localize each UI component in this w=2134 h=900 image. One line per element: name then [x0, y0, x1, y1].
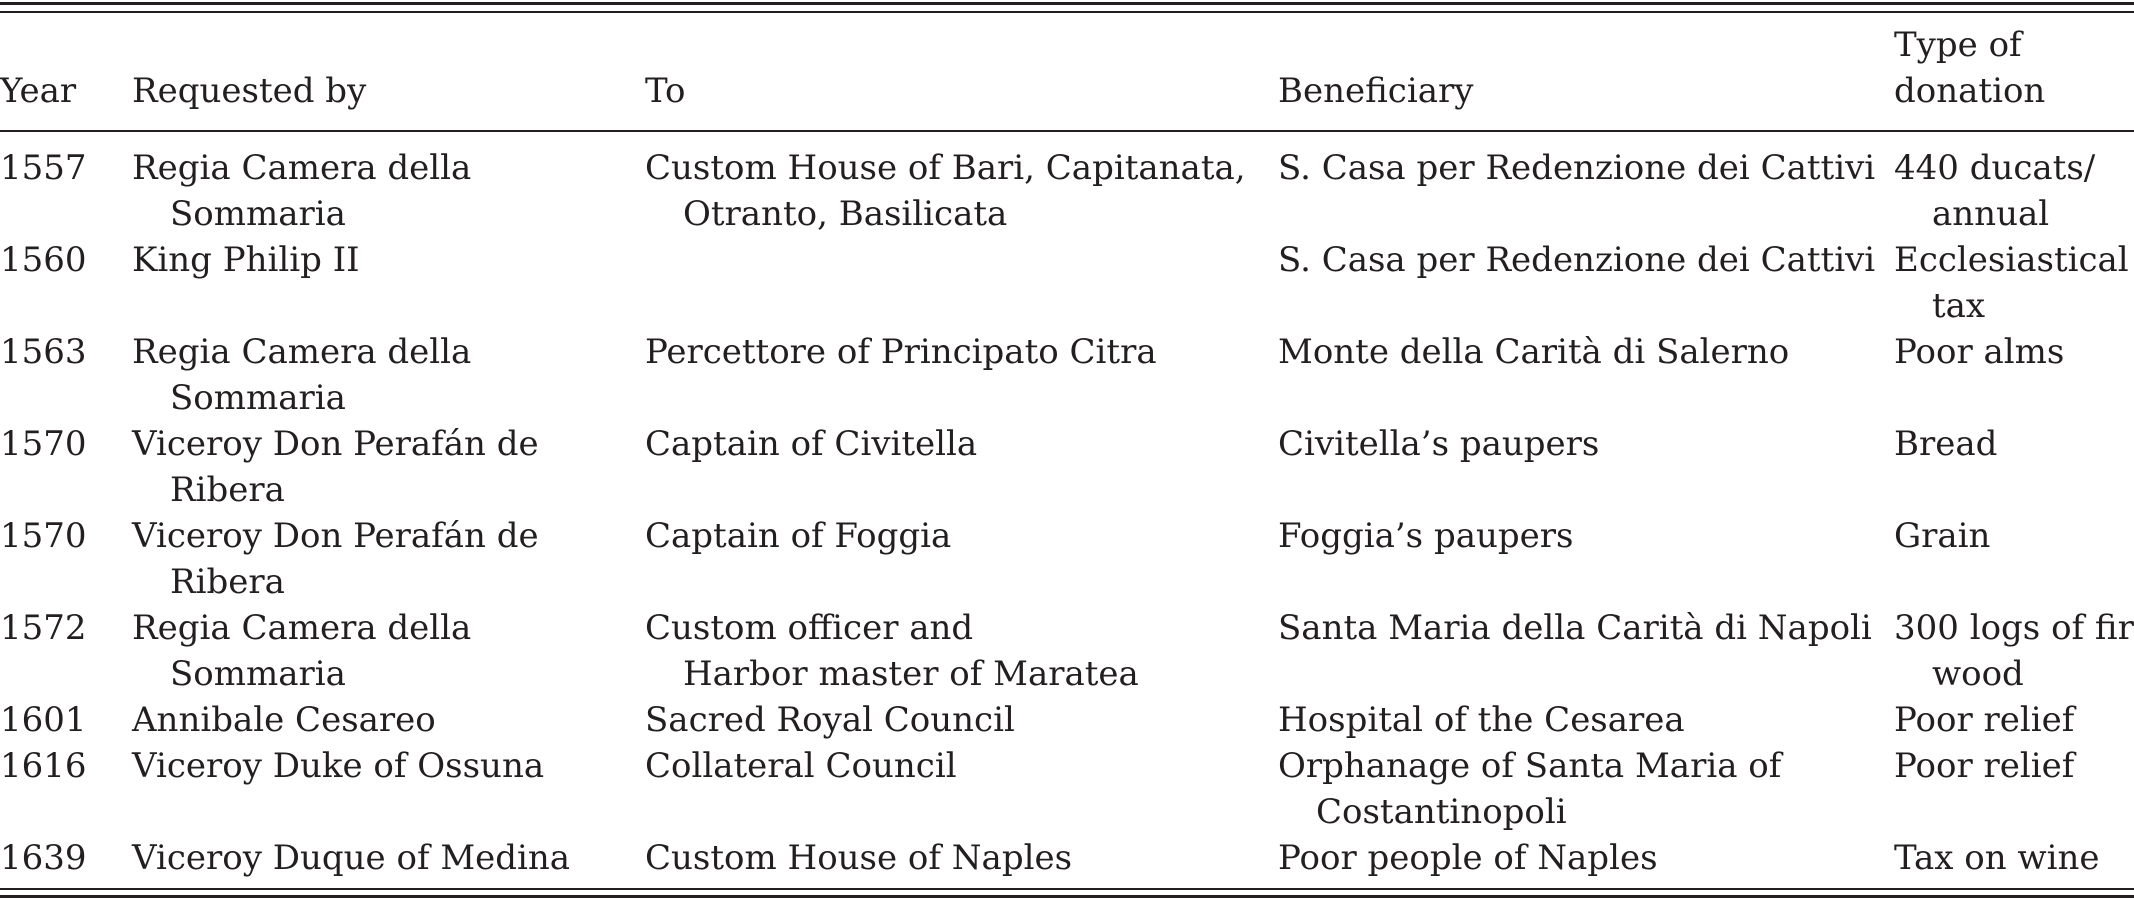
cell-year: 1572: [0, 608, 87, 648]
cell-requested-by: [132, 237, 360, 283]
cell-year: 1570: [0, 516, 87, 556]
cell-requested-by: [132, 697, 436, 743]
cell-requested-by-line2: Sommaria: [170, 194, 346, 234]
cell-requested-by: [132, 513, 539, 605]
cell-requested-by: [132, 329, 471, 421]
table-top-rule-inner: [0, 11, 2134, 13]
cell-to: [645, 605, 1139, 697]
cell-type-of-donation: [1894, 145, 2095, 237]
cell-beneficiary-line2: Costantinopoli: [1316, 792, 1567, 832]
cell-requested-by-line1: Viceroy Don Perafán de: [132, 516, 539, 556]
cell-requested-by: [132, 835, 570, 881]
cell-beneficiary-line1: Foggia’s paupers: [1278, 516, 1574, 556]
cell-to: [645, 329, 1157, 375]
cell-year: 1563: [0, 332, 87, 372]
cell-year: 1570: [0, 424, 87, 464]
header-type-of-donation: [1894, 22, 2045, 114]
cell-to-line1: Custom House of Bari, Capitanata,: [645, 148, 1246, 188]
cell-beneficiary-line1: S. Casa per Redenzione dei Cattivi: [1278, 240, 1876, 280]
cell-to: [645, 513, 951, 559]
header-rule: [0, 130, 2134, 132]
cell-beneficiary: [1278, 743, 1781, 835]
cell-beneficiary: [1278, 697, 1685, 743]
cell-to-line1: Custom House of Naples: [645, 838, 1073, 878]
table-top-rule-outer: [0, 2, 2134, 5]
cell-type-of-donation: [1894, 329, 2064, 375]
header-year: Year: [0, 71, 77, 111]
cell-requested-by-line1: Annibale Cesareo: [132, 700, 436, 740]
cell-type-of-donation: [1894, 513, 1990, 559]
cell-beneficiary-line1: Hospital of the Cesarea: [1278, 700, 1685, 740]
cell-requested-by-line1: Viceroy Don Perafán de: [132, 424, 539, 464]
cell-requested-by-line1: Viceroy Duque of Medina: [132, 838, 571, 878]
cell-beneficiary: [1278, 605, 1872, 651]
cell-beneficiary-line1: Orphanage of Santa Maria of: [1278, 746, 1782, 786]
cell-to-line2: Otranto, Basilicata: [683, 194, 1008, 234]
cell-requested-by-line1: Regia Camera della: [132, 608, 472, 648]
cell-requested-by-line2: Sommaria: [170, 378, 346, 418]
cell-type-of-donation: [1894, 605, 2134, 697]
cell-beneficiary: [1278, 329, 1789, 375]
cell-to: [645, 697, 1015, 743]
cell-beneficiary: [1278, 421, 1599, 467]
cell-beneficiary: [1278, 145, 1875, 191]
cell-requested-by-line1: Regia Camera della: [132, 332, 472, 372]
cell-type-of-donation: [1894, 421, 1997, 467]
cell-requested-by-line1: Regia Camera della: [132, 148, 472, 188]
cell-type-of-donation-line1: Poor relief: [1894, 746, 2075, 786]
cell-beneficiary-line1: Civitella’s paupers: [1278, 424, 1600, 464]
cell-type-of-donation-line1: Ecclesiastical: [1894, 240, 2129, 280]
header-beneficiary: Beneficiary: [1278, 71, 1474, 111]
cell-year: 1601: [0, 700, 87, 740]
header-to: To: [645, 71, 686, 111]
cell-type-of-donation-line1: Bread: [1894, 424, 1998, 464]
cell-beneficiary-line1: Poor people of Naples: [1278, 838, 1658, 878]
cell-beneficiary: [1278, 513, 1573, 559]
cell-to: [645, 835, 1072, 881]
cell-to-line2: Harbor master of Maratea: [683, 654, 1139, 694]
cell-to-line1: Captain of Foggia: [645, 516, 952, 556]
cell-beneficiary-line1: Monte della Carità di Salerno: [1278, 332, 1790, 372]
cell-type-of-donation-line2: annual: [1932, 194, 2050, 234]
cell-type-of-donation-line2: wood: [1932, 654, 2024, 694]
cell-requested-by-line1: Viceroy Duke of Ossuna: [132, 746, 545, 786]
cell-type-of-donation: [1894, 697, 2074, 743]
header-type-line1: Type of: [1894, 25, 2022, 65]
cell-to-line1: Percettore of Principato Citra: [645, 332, 1157, 372]
cell-type-of-donation: [1894, 743, 2074, 789]
cell-type-of-donation-line2: tax: [1932, 286, 1986, 326]
cell-type-of-donation-line1: Grain: [1894, 516, 1991, 556]
cell-type-of-donation-line1: Poor alms: [1894, 332, 2065, 372]
cell-requested-by: [132, 145, 471, 237]
cell-requested-by: [132, 743, 544, 789]
cell-year: 1639: [0, 838, 87, 878]
cell-beneficiary: [1278, 835, 1658, 881]
cell-requested-by-line1: King Philip II: [132, 240, 360, 280]
cell-beneficiary: [1278, 237, 1875, 283]
cell-beneficiary-line1: Santa Maria della Carità di Napoli: [1278, 608, 1872, 648]
cell-requested-by-line2: Ribera: [170, 470, 285, 510]
cell-year: 1560: [0, 240, 87, 280]
cell-to: [645, 145, 1246, 237]
cell-requested-by-line2: Sommaria: [170, 654, 346, 694]
cell-type-of-donation-line1: Tax on wine: [1894, 838, 2100, 878]
cell-to-line1: Custom officer and: [645, 608, 974, 648]
cell-type-of-donation: [1894, 835, 2099, 881]
cell-to-line1: Captain of Civitella: [645, 424, 978, 464]
cell-requested-by: [132, 421, 539, 513]
cell-beneficiary-line1: S. Casa per Redenzione dei Cattivi: [1278, 148, 1876, 188]
cell-requested-by-line2: Ribera: [170, 562, 285, 602]
cell-type-of-donation: [1894, 237, 2129, 329]
cell-year: 1557: [0, 148, 87, 188]
cell-year: 1616: [0, 746, 87, 786]
table-bottom-rule-outer: [0, 895, 2134, 898]
table-bottom-rule-inner: [0, 888, 2134, 890]
cell-type-of-donation-line1: 300 logs of fir: [1894, 608, 2134, 648]
cell-requested-by: [132, 605, 471, 697]
header-type-line2: donation: [1894, 71, 2046, 111]
cell-to-line1: Collateral Council: [645, 746, 957, 786]
header-requested-by: Requested by: [132, 71, 367, 111]
cell-type-of-donation-line1: Poor relief: [1894, 700, 2075, 740]
cell-to: [645, 421, 977, 467]
cell-to-line1: Sacred Royal Council: [645, 700, 1015, 740]
cell-type-of-donation-line1: 440 ducats/: [1894, 148, 2096, 188]
cell-to: [645, 743, 957, 789]
